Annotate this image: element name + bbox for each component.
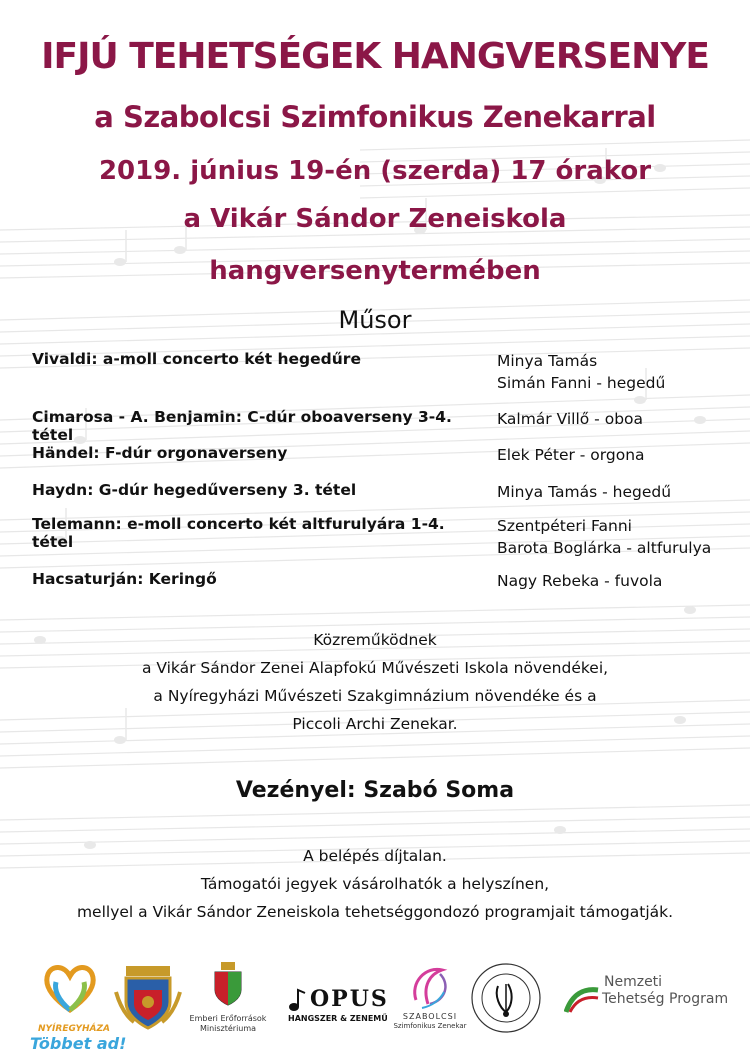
entry-line: Támogatói jegyek vásárolhatók a helyszínen, xyxy=(200,875,550,893)
program-piece: Cimarosa - A. Benjamin: C-dúr oboaverseny 3-4. tétel xyxy=(32,408,452,444)
performer: Barota Boglárka - altfurulya xyxy=(497,539,712,557)
coat-of-arms-icon xyxy=(112,962,184,1034)
opus-name: OPUS xyxy=(310,986,389,1012)
contributors-line: Piccoli Archi Zenekar. xyxy=(292,715,458,733)
ministry-logo xyxy=(188,962,268,1052)
program-performers xyxy=(497,481,737,503)
concert-date: 2019. június 19-én (szerda) 17 órakor xyxy=(98,156,652,186)
nyiregyhaza-label: NYÍREGYHÁZA xyxy=(38,1024,111,1034)
performer: Minya Tamás xyxy=(497,352,598,370)
program-performers xyxy=(497,408,737,430)
program-performers xyxy=(497,570,737,592)
program-piece: Vivaldi: a-moll concerto két hegedűre xyxy=(32,350,361,368)
coat-of-arms-logo xyxy=(112,962,184,1034)
performer: Minya Tamás - hegedű xyxy=(497,483,672,501)
performer: Elek Péter - orgona xyxy=(497,446,645,464)
music-note-icon xyxy=(288,988,306,1012)
ntp-line2: Tehetség Program xyxy=(602,991,729,1007)
sponsor-logos xyxy=(30,960,730,1055)
opus-logo xyxy=(288,986,389,1036)
school-seal-logo xyxy=(468,960,544,1036)
poster-title: IFJÚ TEHETSÉGEK HANGVERSENYE xyxy=(41,36,709,77)
ntp-swoosh-icon xyxy=(564,984,600,1014)
ministry-name-line1: Emberi Erőforrások xyxy=(189,1014,267,1023)
program-piece: Händel: F-dúr orgonaverseny xyxy=(32,444,288,462)
ministry-name-line2: Minisztériuma xyxy=(199,1024,257,1033)
program-piece: Haydn: G-dúr hegedűverseny 3. tétel xyxy=(32,481,357,499)
nyiregyhaza-heart-icon xyxy=(40,960,100,1015)
entry-line: mellyel a Vikár Sándor Zeneiskola tehetséggondozó programjait támogatják. xyxy=(76,903,674,921)
orchestra-swirl-icon xyxy=(406,960,454,1010)
entry-info xyxy=(0,842,750,926)
contributors-line: a Nyíregyházi Művészeti Szakgimnázium növendéke és a xyxy=(153,687,597,705)
ntp-line1: Nemzeti xyxy=(604,974,663,990)
szabolcsi-logo xyxy=(390,960,470,1050)
program-piece: Hacsaturján: Keringő xyxy=(32,570,217,588)
program-performers xyxy=(497,350,737,394)
performer: Szentpéteri Fanni xyxy=(497,517,632,535)
contributors-block xyxy=(0,626,750,738)
ntp-logo xyxy=(564,974,729,1034)
entry-line: A belépés díjtalan. xyxy=(303,847,447,865)
school-seal-icon xyxy=(468,960,544,1036)
hungarian-crest-icon xyxy=(213,962,243,1006)
program-performers xyxy=(497,444,737,466)
conductor: Vezényel: Szabó Soma xyxy=(235,778,515,803)
nyiregyhaza-slogan: Többet ad! xyxy=(30,1034,127,1053)
szabolcsi-name: SZABOLCSI xyxy=(402,1012,458,1021)
poster-subtitle: a Szabolcsi Szimfonikus Zenekarral xyxy=(94,100,656,134)
contributors-heading: Közreműködnek xyxy=(313,631,437,649)
program-piece: Telemann: e-moll concerto két altfurulyára 1-4. tétel xyxy=(32,515,445,551)
szabolcsi-tagline: Szimfonikus Zenekar xyxy=(393,1022,467,1030)
program-performers xyxy=(497,515,737,559)
concert-venue: a Vikár Sándor Zeneiskola xyxy=(183,204,567,234)
performer: Nagy Rebeka - fuvola xyxy=(497,572,663,590)
concert-hall: hangversenytermében xyxy=(209,256,541,286)
performer: Kalmár Villő - oboa xyxy=(497,410,644,428)
opus-tagline: HANGSZER & ZENEMŰ xyxy=(288,1014,388,1023)
performer: Simán Fanni - hegedű xyxy=(497,374,666,392)
contributors-line: a Vikár Sándor Zenei Alapfokú Művészeti Iskola növendékei, xyxy=(141,659,609,677)
program-heading: Műsor xyxy=(338,306,412,334)
